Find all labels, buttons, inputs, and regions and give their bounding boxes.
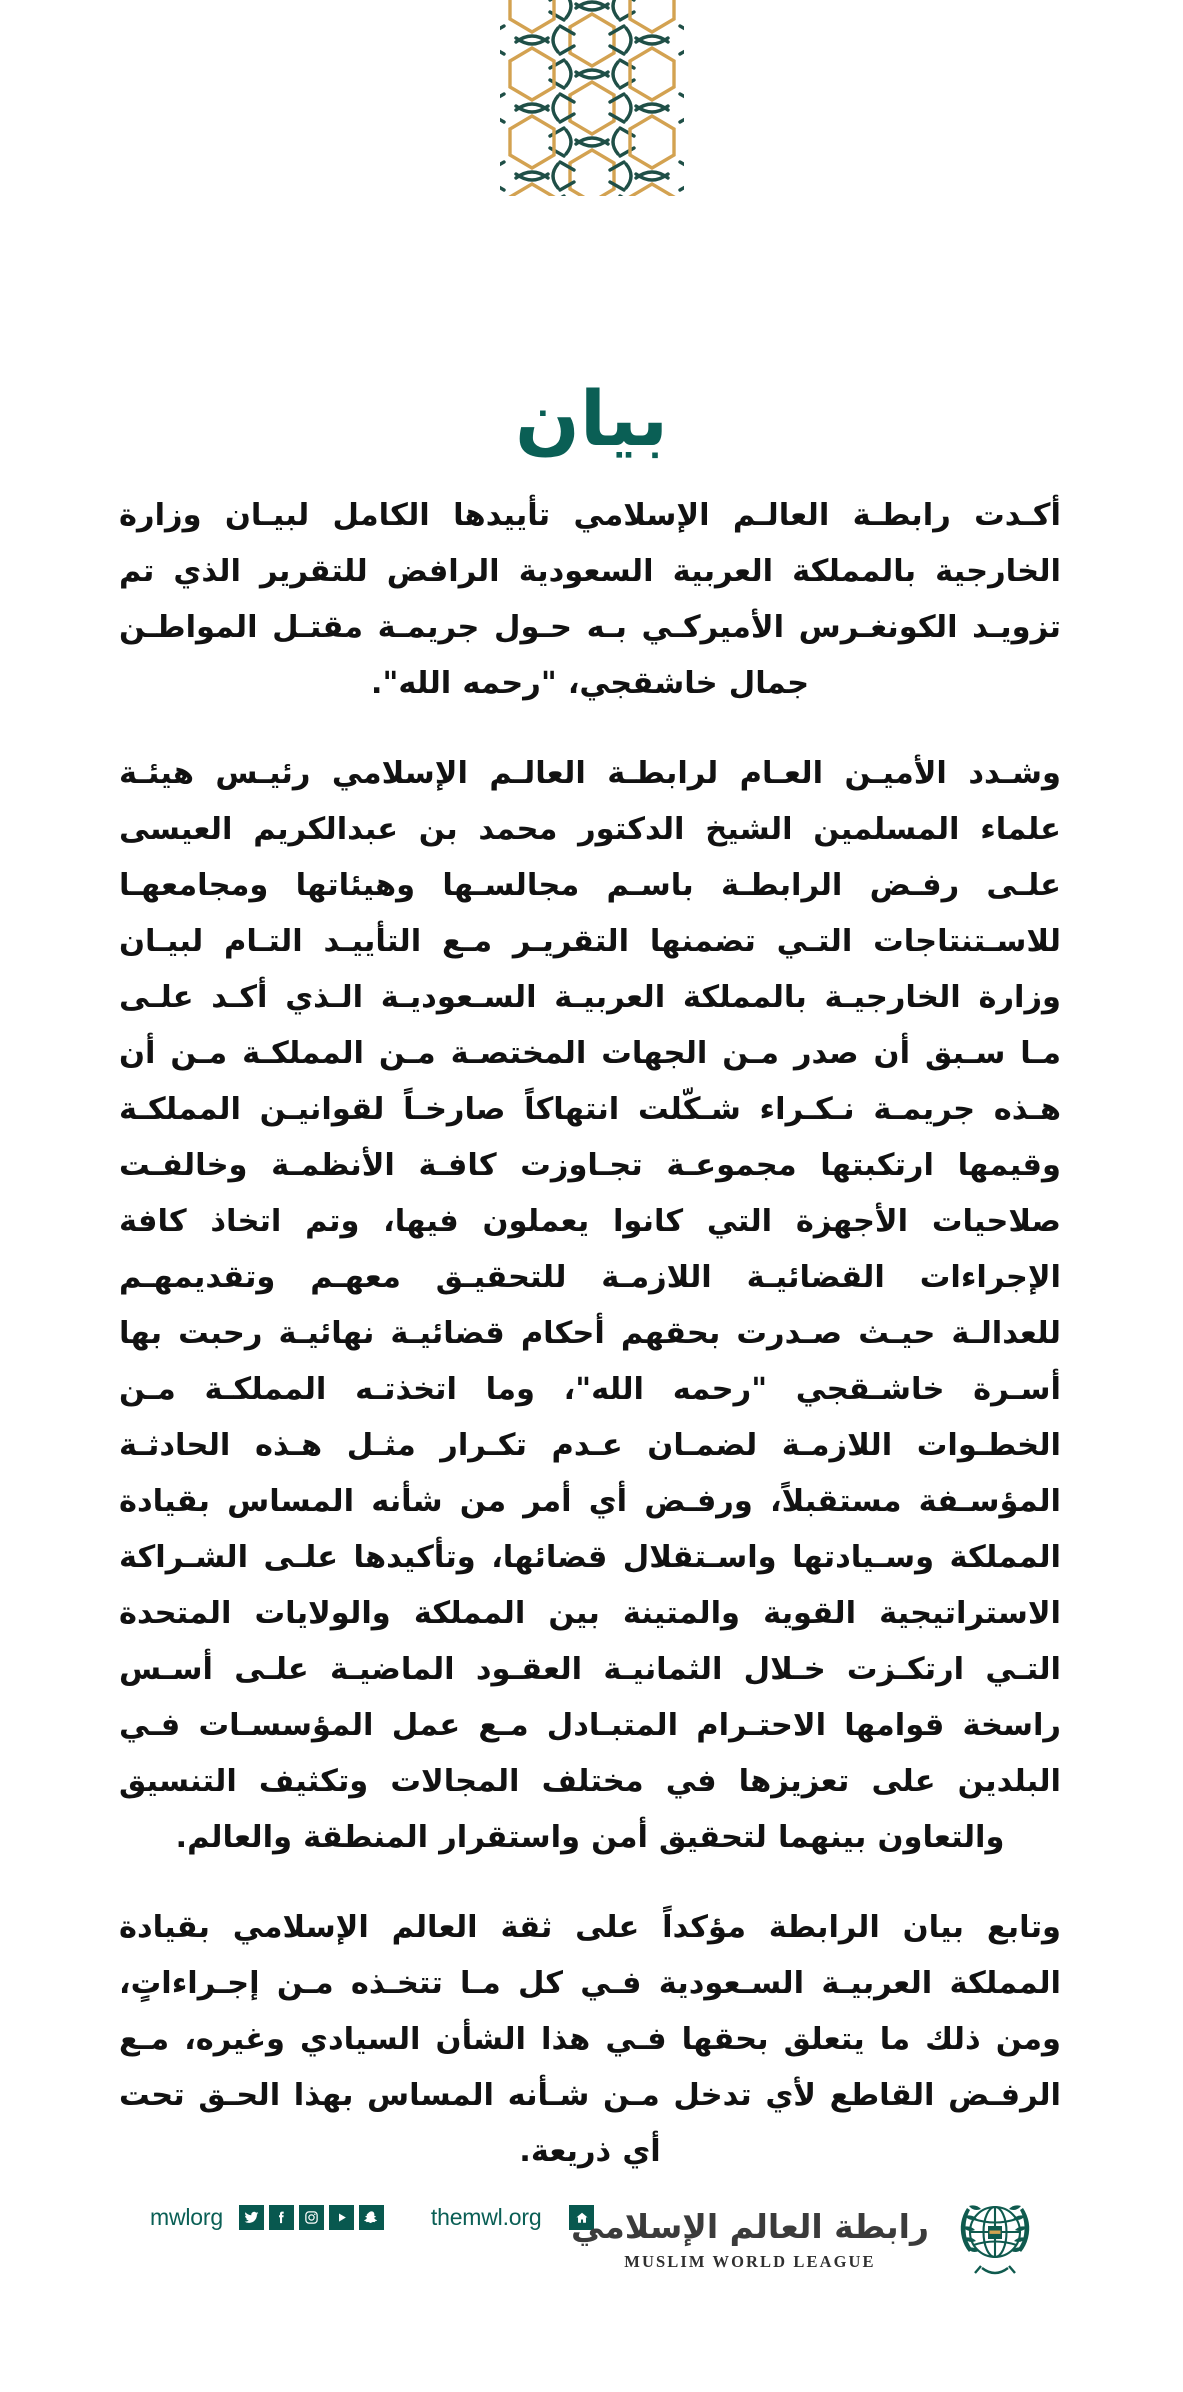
globe-wreath-emblem [947, 2186, 1043, 2292]
mwl-logo-latin: MUSLIM WORLD LEAGUE [624, 2252, 876, 2272]
paragraph-3: وتابع بيان الرابطة مؤكداً على ثقة العالم الإسلامي بقيادة المملكة العربيـة السـعودية فـي كل مـا تتخـذه مـن إجـراءاتٍ، ومن ذلك ما يتعلق بحقها فـي هذا الشأن السيادي وغيره، مـع الرفـض القاطع لأي تدخل مـن شـأنه المساس بهذا الحـق تحت أي ذريعة. [119, 1910, 1061, 2169]
instagram-icon[interactable] [299, 2205, 324, 2230]
social-handle-label: mwlorg [150, 2204, 223, 2230]
mwl-logo-arabic: رابطة العالم الإسلامي [570, 2206, 929, 2246]
snapchat-icon[interactable] [359, 2205, 384, 2230]
page-footer [0, 2186, 1183, 2306]
website-label: themwl.org [430, 2204, 542, 2230]
mwl-logo-text [571, 2206, 929, 2272]
islamic-pattern-ornament [500, 0, 684, 196]
mwl-logo [571, 2186, 1043, 2292]
twitter-icon[interactable] [239, 2205, 264, 2230]
youtube-icon[interactable] [329, 2205, 354, 2230]
statement-body [119, 488, 1061, 2180]
paragraph-1: أكـدت رابطـة العالـم الإسلامي تأييدها الكامل لبيـان وزارة الخارجية بالمملكة العربية السعودية الرافض للتقرير الذي تم تزويـد الكونغـرس الأميركـي بـه حـول جريمـة مقتـل المواطـن جمال خاشقجي، "رحمه الله". [119, 498, 1061, 701]
facebook-icon[interactable] [269, 2205, 294, 2230]
page-title: بيان [515, 373, 668, 463]
social-links [150, 2204, 594, 2231]
paragraph-2: وشـدد الأميـن العـام لرابطـة العالـم الإسلامي رئيـس هيئـة علماء المسلمين الشيخ الدكتور محمد بن عبدالكريم العيسى علـى رفـض الرابطـة باسـم مجالسـها وهيئاتها ومجامعهـا للاسـتنتاجات التـي تضمنها التقريـر مـع التأييـد التـام لبيـان وزارة الخارجيـة بالمملكة العربيـة السـعوديـة الـذي أكـد علـى مـا سـبق أن صدر مـن الجهات المختصـة مـن المملكـة مـن أن هـذه جريمـة نـكـراء شـكّلت انتهاكاً صارخـاً لقوانيـن المملكـة وقيمها ارتكبتها مجموعـة تجـاوزت كافـة الأنظمـة وخالفـت صلاحيات الأجهزة التي كانوا يعملون فيها، وتم اتخاذ كافة الإجراءات القضائيـة اللازمـة للتحقيـق معهـم وتقديمهـم للعدالـة حيـث صـدرت بحقهم أحكام قضائيـة نهائيـة رحبت بها أسـرة خاشـقجي "رحمه الله"، وما اتخذتـه المملكـة مـن الخطـوات اللازمـة لضمـان عـدم تكـرار مثـل هـذه الحادثـة المؤسـفة مستقبلاً، ورفـض أي أمر من شأنه المساس بقيادة المملكة وسـيادتها واسـتقلال قضائها، وتأكيدها علـى الشـراكة الاستراتيجية القوية والمتينة بين المملكة والولايات المتحدة التـي ارتكـزت خـلال الثمانيـة العقـود الماضيـة علـى أسـس راسخة قوامها الاحتـرام المتبـادل مـع عمل المؤسسـات فـي البلدين على تعزيزها في مختلف المجالات وتكثيف التنسيق والتعاون بينهما لتحقيق أمن واستقرار المنطقة والعالم. [119, 756, 1061, 1855]
